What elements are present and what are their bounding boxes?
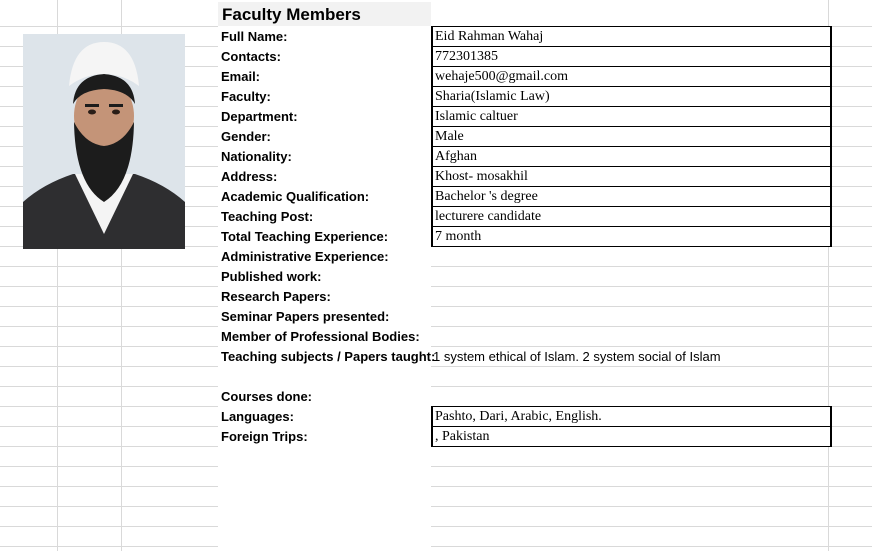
label-total-teaching-experience: Total Teaching Experience: [221,229,389,244]
label-faculty: Faculty: [221,89,271,104]
value-nationality[interactable]: Afghan [431,146,832,167]
value-languages[interactable]: Pashto, Dari, Arabic, English. [431,406,832,427]
label-research-papers: Research Papers: [221,289,331,304]
value-contacts[interactable]: 772301385 [431,46,832,67]
value-email[interactable]: wehaje500@gmail.com [431,66,832,87]
label-teaching-subjects: Teaching subjects / Papers taught: [221,349,436,364]
value-teaching-subjects[interactable]: 1 system ethical of Islam. 2 system social of Islam [433,349,721,364]
label-email: Email: [221,69,261,84]
label-department: Department: [221,109,298,124]
label-published-work: Published work: [221,269,322,284]
value-department[interactable]: Islamic caltuer [431,106,832,127]
value-gender[interactable]: Male [431,126,832,147]
label-administrative-experience: Administrative Experience: [221,249,389,264]
value-teaching-post[interactable]: lecturere candidate [431,206,832,227]
label-contacts: Contacts: [221,49,281,64]
person-photo-icon [23,34,185,249]
label-teaching-post: Teaching Post: [221,209,314,224]
value-faculty[interactable]: Sharia(Islamic Law) [431,86,832,107]
label-full-name: Full Name: [221,29,288,44]
label-foreign-trips: Foreign Trips: [221,429,308,444]
value-academic-qualification[interactable]: Bachelor 's degree [431,186,832,207]
value-full-name[interactable]: Eid Rahman Wahaj [431,26,832,47]
label-academic-qualification: Academic Qualification: [221,189,370,204]
value-foreign-trips[interactable]: , Pakistan [431,426,832,447]
label-courses-done: Courses done: [221,389,313,404]
label-seminar-papers: Seminar Papers presented: [221,309,390,324]
value-total-teaching-experience[interactable]: 7 month [431,226,832,247]
label-address: Address: [221,169,278,184]
value-address[interactable]: Khost- mosakhil [431,166,832,187]
label-professional-bodies: Member of Professional Bodies: [221,329,420,344]
label-nationality: Nationality: [221,149,292,164]
label-gender: Gender: [221,129,271,144]
label-languages: Languages: [221,409,294,424]
page-title: Faculty Members [222,5,361,24]
